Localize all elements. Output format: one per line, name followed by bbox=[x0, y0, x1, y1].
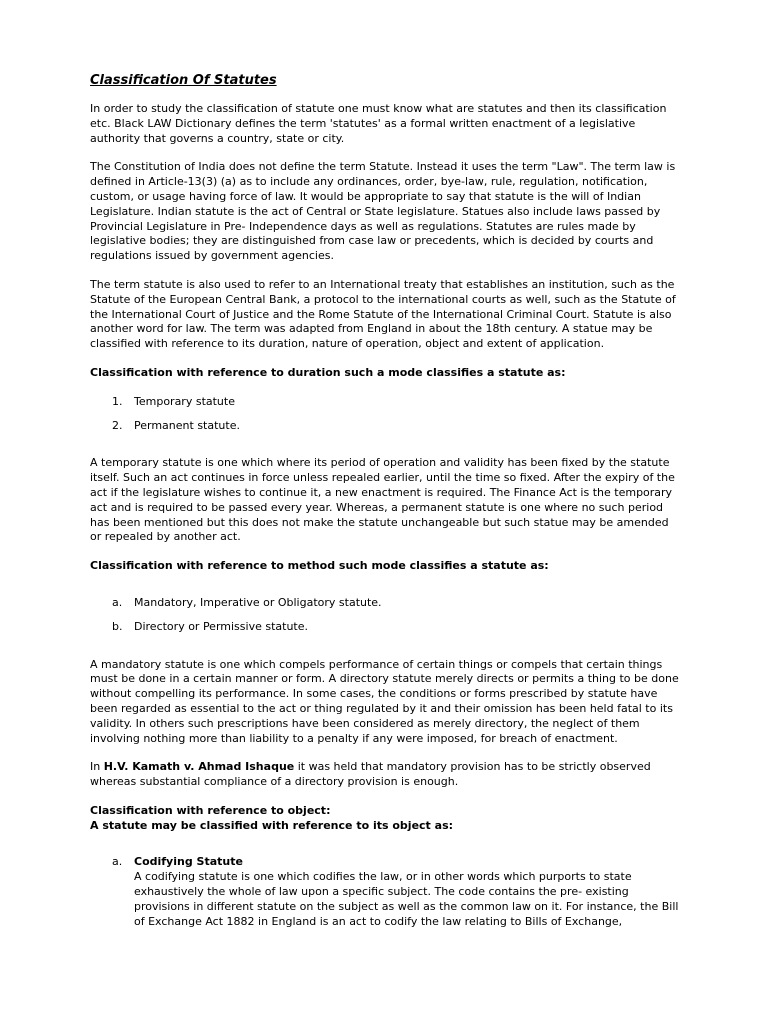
list-item-text: Temporary statute bbox=[134, 394, 235, 408]
list-item bbox=[90, 596, 680, 611]
intro-paragraph: In order to study the classification of statute one must know what are statutes and then its classification etc. Black LAW Dictionary defines the term 'statutes' as a formal written enactment of a legislative authority that governs a country, state or city. bbox=[90, 102, 667, 145]
duration-heading: Classification with reference to duration such a mode classifies a statute as: bbox=[90, 365, 566, 379]
list-item-text: Mandatory, Imperative or Obligatory statute. bbox=[134, 595, 382, 609]
method-heading: Classification with reference to method such mode classifies a statute as: bbox=[90, 559, 549, 573]
list-item bbox=[90, 395, 680, 410]
list-marker: a. bbox=[112, 855, 123, 869]
duration-list bbox=[90, 395, 680, 434]
list-item-text: Permanent statute. bbox=[134, 418, 240, 432]
list-item bbox=[90, 620, 680, 635]
list-item bbox=[90, 419, 680, 434]
document-page bbox=[90, 72, 680, 938]
method-list bbox=[90, 596, 680, 635]
list-marker: b. bbox=[112, 619, 123, 633]
object-list bbox=[90, 855, 680, 929]
case-paragraph bbox=[90, 760, 680, 790]
list-item-text: Directory or Permissive statute. bbox=[134, 619, 308, 633]
object-subheading: A statute may be classified with reference to its object as: bbox=[90, 818, 454, 832]
document-title: Classification Of Statutes bbox=[90, 73, 277, 88]
object-heading: Classification with reference to object: bbox=[90, 803, 331, 817]
case-prefix: In bbox=[90, 760, 104, 774]
constitution-paragraph: The Constitution of India does not define the term Statute. Instead it uses the term "Law". The term law is defined in Article-13(3) (a) as to include any ordinances, order, bye-law, rule, regulation, notification, custom, or usage having force of law. It would be appropriate to say that statute is the will of Indian Legislature. Indian statute is the act of Central or State legislature. Statues also include laws passed by Provincial Legislature in Pre- Independence days as well as regulations. Statutes are rules made by legislative bodies; they are distinguished from case law or precedents, which is decided by courts and regulations issued by government agencies. bbox=[90, 160, 676, 263]
case-suffix: it was held that mandatory provision has to be strictly observed whereas substantial compliance of a directory provision is enough. bbox=[90, 760, 651, 789]
list-item bbox=[90, 855, 680, 929]
treaty-paragraph: The term statute is also used to refer to an International treaty that establishes an institution, such as the Statute of the European Central Bank, a protocol to the international courts as well, such as the Statute of the International Court of Justice and the Rome Statute of the International Criminal Court. Statute is also another word for law. The term was adapted from England in about the 18th century. A statue may be classified with reference to its duration, nature of operation, object and extent of application. bbox=[90, 277, 676, 351]
list-marker: 1. bbox=[112, 394, 123, 408]
list-marker: 2. bbox=[112, 418, 123, 432]
list-item-body bbox=[134, 855, 680, 929]
duration-body-paragraph: A temporary statute is one which where its period of operation and validity has been fixed by the statute itself. Such an act continues in force unless repealed earlier, until the time so fixed. After the expiry of the act if the legislature wishes to continue it, a new enactment is required. The Finance Act is the temporary act and is required to be passed every year. Whereas, a permanent statute is one where no such period has been mentioned but this does not make the statute unchangeable but such statue may be amended or repealed by another act. bbox=[90, 456, 675, 544]
list-marker: a. bbox=[112, 595, 123, 609]
list-item-title: Codifying Statute bbox=[134, 855, 243, 869]
case-name: H.V. Kamath v. Ahmad Ishaque bbox=[103, 760, 295, 774]
method-body-paragraph: A mandatory statute is one which compels performance of certain things or compels that certain things must be done in a certain manner or form. A directory statute merely directs or permits a thing to be done without compelling its performance. In some cases, the conditions or forms prescribed by statute have been regarded as essential to the act or thing regulated by it and their omission has been held fatal to its validity. In others such prescriptions have been considered as merely directory, the neglect of them involving nothing more than liability to a penalty if any were imposed, for breach of enactment. bbox=[90, 657, 679, 745]
list-item-text: A codifying statute is one which codifies the law, or in other words which purports to state exhaustively the whole of law upon a specific subject. The code contains the pre- existing provisions in different statute on the subject as well as the common law on it. For instance, the Bill of Exchange Act 1882 in England is an act to codify the law relating to Bills of Exchange, bbox=[134, 870, 679, 928]
